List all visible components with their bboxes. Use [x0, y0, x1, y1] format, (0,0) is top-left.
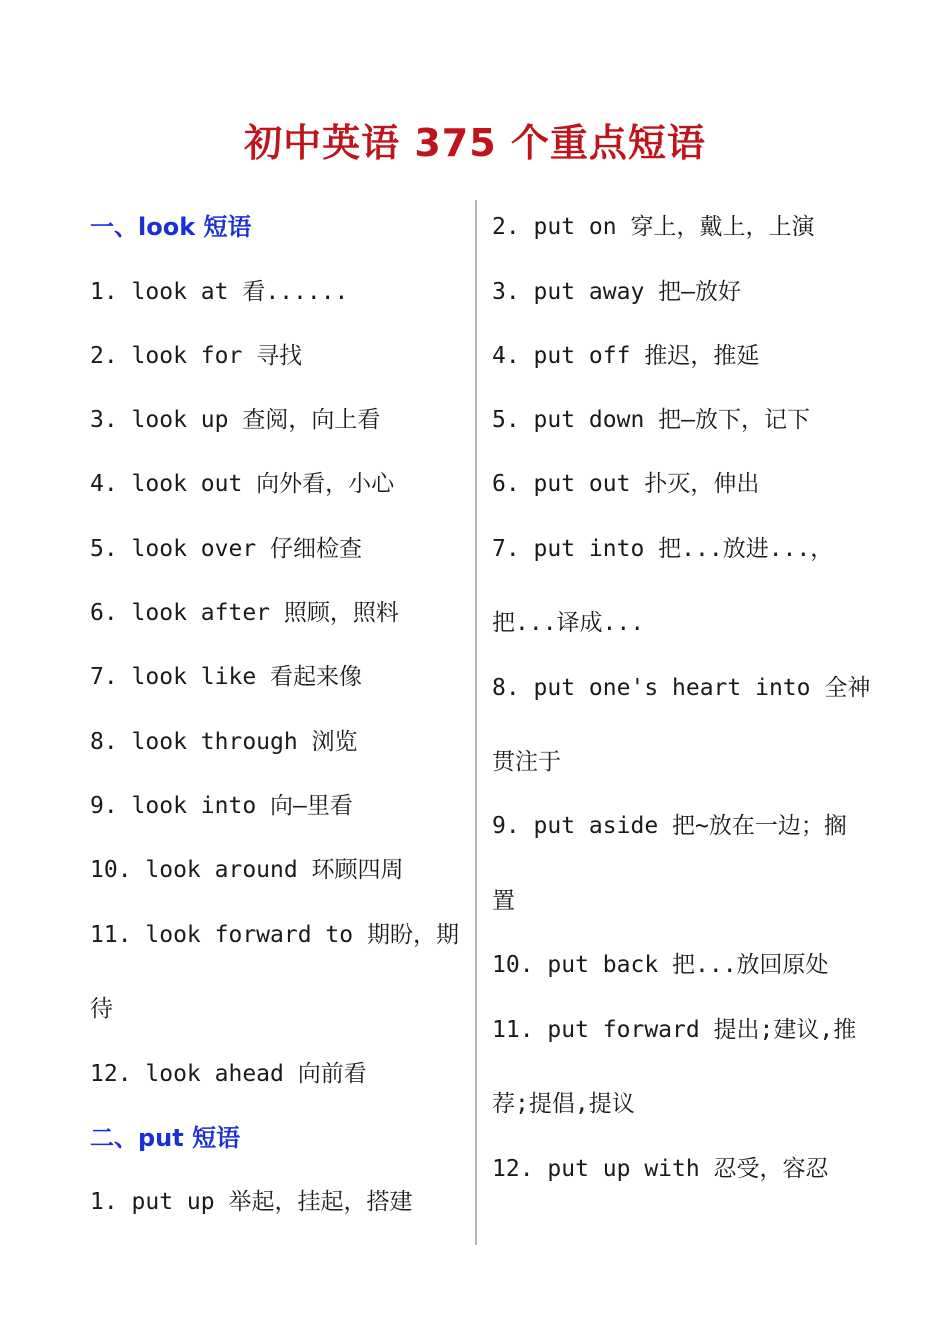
list-item: 3. put away 把—放好	[492, 279, 742, 305]
list-item-continuation: 待	[90, 996, 113, 1022]
column-divider	[475, 200, 477, 1245]
list-item: 1. look at 看......	[90, 279, 349, 305]
list-item: 8. put one's heart into 全神	[492, 675, 871, 701]
list-item: 11. look forward to 期盼，期	[90, 922, 459, 948]
list-item: 12. look ahead 向前看	[90, 1061, 367, 1087]
list-item: 4. look out 向外看，小心	[90, 471, 395, 497]
list-item: 7. look like 看起来像	[90, 664, 363, 690]
section-heading-put: 二、put 短语	[90, 1124, 241, 1152]
list-item: 9. look into 向—里看	[90, 793, 353, 819]
list-item: 7. put into 把...放进...，	[492, 536, 834, 562]
list-item: 9. put aside 把~放在一边；搁	[492, 813, 847, 839]
list-item-continuation: 贯注于	[492, 749, 561, 775]
list-item: 10. put back 把...放回原处	[492, 952, 829, 978]
list-item: 3. look up 查阅，向上看	[90, 407, 381, 433]
list-item: 8. look through 浏览	[90, 729, 358, 755]
page-title: 初中英语 375 个重点短语	[244, 121, 706, 165]
list-item-continuation: 把...译成...	[492, 610, 645, 636]
list-item: 6. look after 照顾，照料	[90, 600, 399, 626]
list-item: 11. put forward 提出;建议,推	[492, 1017, 857, 1043]
list-item: 2. put on 穿上，戴上，上演	[492, 214, 815, 240]
list-item: 12. put up with 忍受，容忍	[492, 1156, 829, 1182]
list-item-continuation: 荐;提倡,提议	[492, 1091, 635, 1117]
list-item: 10. look around 环顾四周	[90, 857, 404, 883]
section-heading-look: 一、look 短语	[90, 213, 252, 241]
list-item: 2. look for 寻找	[90, 343, 303, 369]
list-item: 4. put off 推迟，推延	[492, 343, 760, 369]
list-item: 5. put down 把—放下，记下	[492, 407, 811, 433]
list-item-continuation: 置	[492, 888, 515, 914]
list-item: 5. look over 仔细检查	[90, 536, 363, 562]
list-item: 1. put up 举起，挂起，搭建	[90, 1189, 413, 1215]
list-item: 6. put out 扑灭，伸出	[492, 471, 760, 497]
